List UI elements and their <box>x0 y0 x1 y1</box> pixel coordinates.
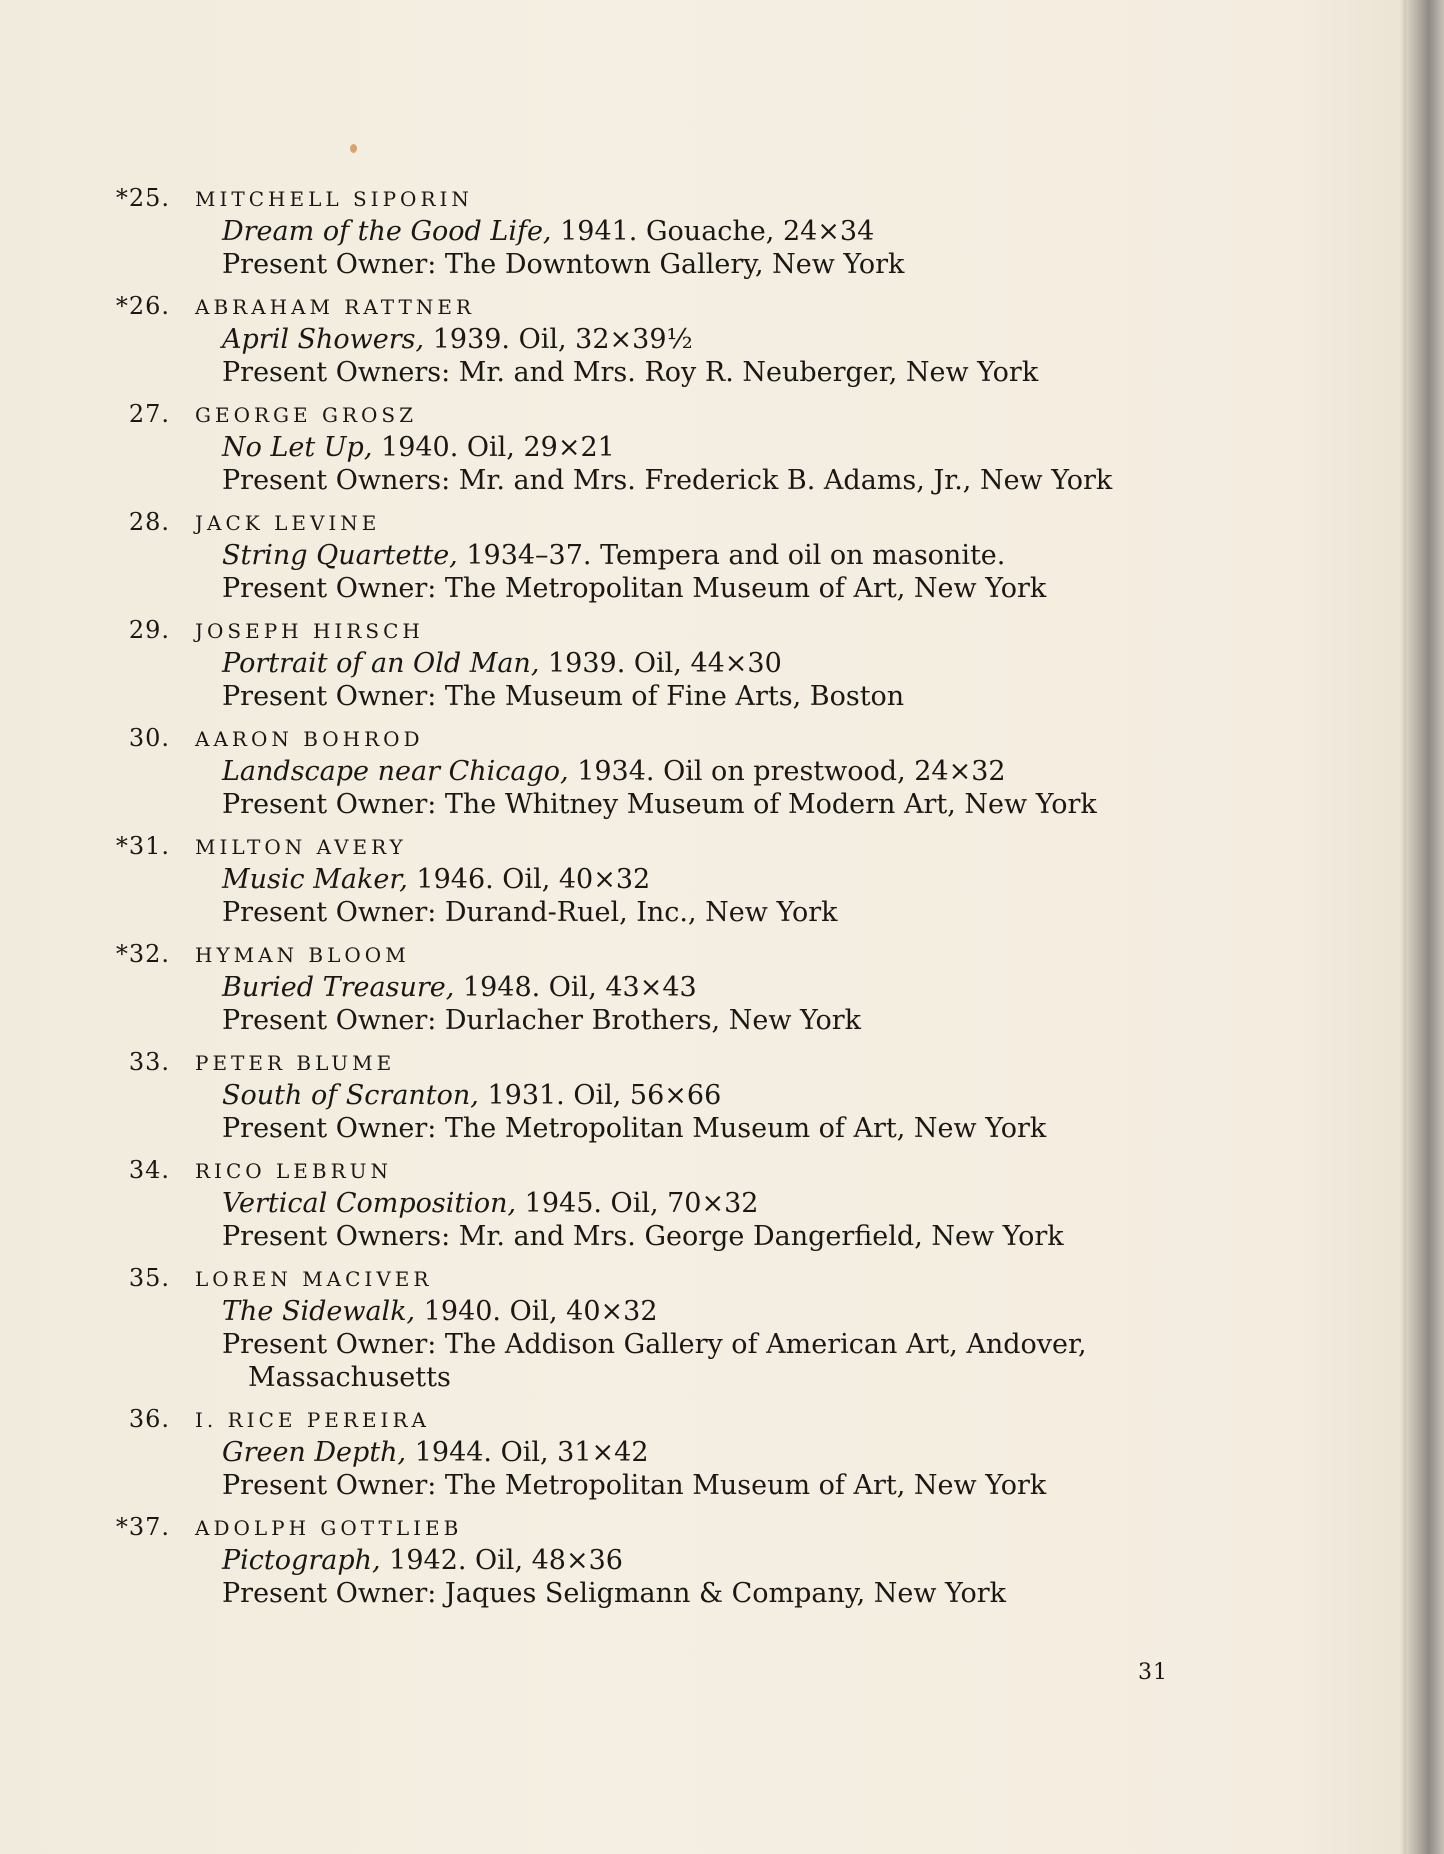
owner-line: Present Owner: Durlacher Brothers, New York <box>222 1005 862 1036</box>
catalogue-entry <box>0 1047 1400 1155</box>
owner-line: Present Owner: Jaques Seligmann & Company, New York <box>222 1578 1007 1609</box>
artist-name: ADOLPH GOTTLIEB <box>195 1516 463 1540</box>
work-title: Pictograph, <box>222 1545 381 1576</box>
owner-line: Present Owner: The Metropolitan Museum of Art, New York <box>222 1113 1047 1144</box>
owner-line: Present Owner: The Downtown Gallery, New York <box>222 249 905 280</box>
artist-name: I. RICE PEREIRA <box>195 1408 430 1432</box>
catalogue-entry <box>0 1404 1400 1512</box>
owner-line-continued: Massachusetts <box>248 1362 451 1393</box>
owner-line: Present Owner: The Metropolitan Museum of Art, New York <box>222 1470 1047 1501</box>
entry-number: 33. <box>128 1048 170 1076</box>
catalogue-entry <box>0 1263 1400 1404</box>
work-title: Landscape near Chicago, <box>222 756 569 787</box>
work-title: Dream of the Good Life, <box>222 216 552 247</box>
work-title: No Let Up, <box>222 432 373 463</box>
owner-line: Present Owners: Mr. and Mrs. Frederick B. Adams, Jr., New York <box>222 465 1113 496</box>
artist-name: PETER BLUME <box>195 1051 396 1075</box>
work-details: 1941. Gouache, 24×34 <box>551 216 875 247</box>
artist-name: RICO LEBRUN <box>195 1159 393 1183</box>
entry-number: 35. <box>128 1264 170 1292</box>
catalogue-entry <box>0 291 1400 399</box>
work-details: 1948. Oil, 43×43 <box>454 972 697 1003</box>
work-title: Portrait of an Old Man, <box>222 648 540 679</box>
work-title: Buried Treasure, <box>222 972 455 1003</box>
owner-line: Present Owner: The Whitney Museum of Modern Art, New York <box>222 789 1097 820</box>
artist-name: LOREN MACIVER <box>195 1267 433 1291</box>
work-line <box>222 1544 623 1578</box>
owner-line: Present Owner: The Museum of Fine Arts, Boston <box>222 681 905 712</box>
work-title: String Quartette, <box>222 540 458 571</box>
work-details: 1934–37. Tempera and oil on masonite. <box>457 540 1006 571</box>
entry-number: 27. <box>128 400 170 428</box>
catalogue-entry <box>0 939 1400 1047</box>
work-title: Vertical Composition, <box>222 1188 517 1219</box>
owner-line: Present Owner: Durand-Ruel, Inc., New York <box>222 897 838 928</box>
work-line <box>222 1079 721 1113</box>
work-line <box>222 539 1005 573</box>
artist-name: MILTON AVERY <box>195 835 407 859</box>
catalogue-entry <box>0 399 1400 507</box>
catalogue-entry <box>0 1512 1400 1620</box>
work-line <box>222 647 782 681</box>
work-details: 1940. Oil, 29×21 <box>372 432 615 463</box>
book-spine <box>1406 0 1444 1854</box>
owner-line: Present Owner: The Metropolitan Museum of Art, New York <box>222 573 1047 604</box>
work-details: 1934. Oil on prestwood, 24×32 <box>568 756 1006 787</box>
work-details: 1931. Oil, 56×66 <box>478 1080 722 1111</box>
work-title: Green Depth, <box>222 1437 407 1468</box>
entry-number: 36. <box>128 1405 170 1433</box>
entry-number: *31. <box>115 832 170 860</box>
entry-number: *37. <box>115 1513 170 1541</box>
work-line <box>222 971 697 1005</box>
artist-name: HYMAN BLOOM <box>195 943 410 967</box>
work-title: Music Maker, <box>222 864 408 895</box>
work-line <box>222 1295 658 1329</box>
work-details: 1940. Oil, 40×32 <box>415 1296 658 1327</box>
catalogue-entry <box>0 831 1400 939</box>
artist-name: JOSEPH HIRSCH <box>195 619 424 643</box>
catalogue-entry <box>0 1155 1400 1263</box>
catalogue-entry <box>0 615 1400 723</box>
work-title: April Showers, <box>222 324 425 355</box>
work-line <box>222 755 1006 789</box>
entry-number: *25. <box>115 184 170 212</box>
catalogue-entry <box>0 507 1400 615</box>
entry-number: 28. <box>128 508 170 536</box>
entry-number: 29. <box>128 616 170 644</box>
entry-number: 30. <box>128 724 170 752</box>
work-line <box>222 1187 758 1221</box>
work-details: 1945. Oil, 70×32 <box>516 1188 759 1219</box>
catalogue-entry <box>0 723 1400 831</box>
artist-name: GEORGE GROSZ <box>195 403 417 427</box>
owner-line: Present Owners: Mr. and Mrs. George Dangerfield, New York <box>222 1221 1064 1252</box>
work-line <box>222 323 693 357</box>
artist-name: ABRAHAM RATTNER <box>195 295 475 319</box>
work-title: The Sidewalk, <box>222 1296 416 1327</box>
paper-speck <box>350 144 357 153</box>
work-details: 1939. Oil, 44×30 <box>539 648 782 679</box>
work-line <box>222 431 615 465</box>
artist-name: MITCHELL SIPORIN <box>195 187 473 211</box>
entry-number: 34. <box>128 1156 170 1184</box>
artist-name: JACK LEVINE <box>195 511 381 535</box>
page-number: 31 <box>1138 1660 1168 1685</box>
catalogue-list <box>0 183 1400 1620</box>
owner-line: Present Owner: The Addison Gallery of American Art, Andover, <box>222 1329 1087 1360</box>
work-line <box>222 1436 649 1470</box>
work-details: 1946. Oil, 40×32 <box>407 864 651 895</box>
owner-line: Present Owners: Mr. and Mrs. Roy R. Neuberger, New York <box>222 357 1039 388</box>
work-details: 1939. Oil, 32×39½ <box>424 324 693 355</box>
work-title: South of Scranton, <box>222 1080 479 1111</box>
work-line <box>222 863 650 897</box>
entry-number: *26. <box>115 292 170 320</box>
entry-number: *32. <box>115 940 170 968</box>
work-details: 1942. Oil, 48×36 <box>380 1545 623 1576</box>
catalogue-entry <box>0 183 1400 291</box>
work-details: 1944. Oil, 31×42 <box>406 1437 649 1468</box>
work-line <box>222 215 874 249</box>
artist-name: AARON BOHROD <box>195 727 424 751</box>
